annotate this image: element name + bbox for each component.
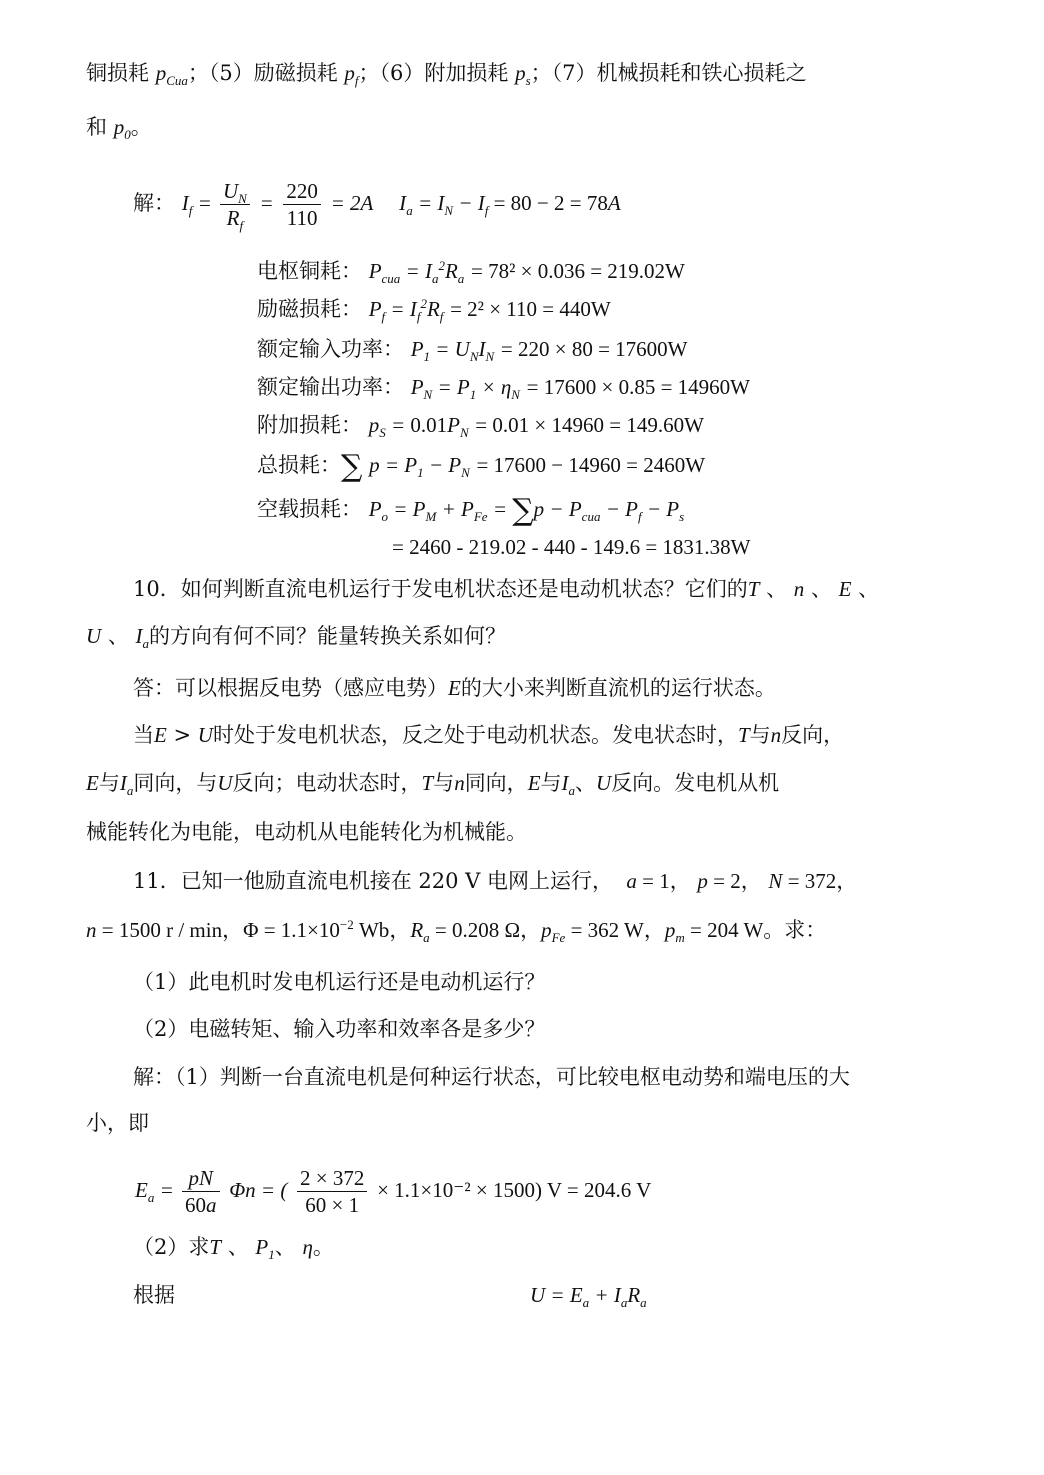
voltage-equation: $U = E_a + I_aR_a$ xyxy=(530,1283,647,1311)
question-11: 11．已知一他励直流电机接在 220 V 电网上运行， a = 1， p = 2， N = 372， xyxy=(133,869,858,893)
no-load-loss-result: = 2460 - 219.02 - 440 - 149.6 = 1831.38W xyxy=(392,535,751,559)
solution-11-part2: （2）求T 、 $P_1$、 η。 xyxy=(133,1235,334,1263)
solution-11-a: 解：（1）判断一台直流电机是何种运行状态，可比较电枢电动势和端电压的大 xyxy=(133,1065,850,1089)
rated-input-power: 额定输入功率： $P_1 = U_NI_N = 220 \times 80 = 17600W$ xyxy=(257,337,688,365)
question-11-params: n = 1500 r / min，$\Phi = 1.1\times 10^{-2}$ Wb，$R_a = 0.208$ Ω，$p_{Fe} = 362$ W，$p_m = 204$ W。求： xyxy=(86,917,827,946)
excitation-loss: 励磁损耗： $P_f = I_f^2R_f = 2^2 \times 110 = 440W$ xyxy=(257,296,611,325)
emf-formula: $E_a$ = $\frac{pN}{60a}$ Φn = ( $\frac{2 \times 372}{60 \times 1}$ × 1.1×10⁻² × 1500) V = 204.6 V xyxy=(135,1166,652,1217)
question-10-cont: U 、 $I_a$的方向有何不同？能量转换关系如何？ xyxy=(86,624,507,652)
additional-loss: 附加损耗： $p_S = 0.01P_N = 0.01 \times 14960 = 149.60W$ xyxy=(257,413,704,441)
solution-current-formula: 解： $I_f$ = $\frac{U_N}{R_f}$ = $\frac{220}{110}$ = 2A $I_a = I_N - I_f = 80 - 2 = 78A$ xyxy=(133,179,621,234)
armature-copper-loss: 电枢铜耗： $P_{cua} = I_a^2R_a = 78^2 \times 0.036 = 219.02W$ xyxy=(257,258,685,287)
total-loss: 总损耗：∑ $p = P_1 - P_N = 17600 - 14960 = 2460W$ xyxy=(257,449,706,484)
question-11-part1: （1）此电机时发电机运行还是电动机运行？ xyxy=(133,970,546,994)
line-losses-list-end: 和 $p_0$。 xyxy=(86,115,152,143)
question-10: 10．如何判断直流电机运行于发电机状态还是电动机状态？它们的T 、 n 、 E 、 xyxy=(133,577,880,601)
line-losses-list: 铜损耗 $p_{Cua}$；（5）励磁损耗 $p_f$；（6）附加损耗 $p_s$；（7）机械损耗和铁心损耗之 xyxy=(86,61,807,89)
no-load-loss: 空载损耗： $P_o = P_M + P_{Fe} = \sum p - P_{cua} - P_f - P_s$ xyxy=(257,493,685,528)
answer-10-p2: E与$I_a$同向，与U反向；电动状态时，T与n同向，E与$I_a$、U反向。发电机从机 xyxy=(86,771,780,799)
solution-11-b: 小，即 xyxy=(86,1111,149,1135)
answer-10-p3: 械能转化为电能，电动机从电能转化为机械能。 xyxy=(86,820,527,844)
answer-10-p1: 当E > U时处于发电机状态，反之处于电动机状态。发电状态时，T与n反向， xyxy=(133,723,845,747)
answer-10: 答：可以根据反电势（感应电势）E的大小来判断直流机的运行状态。 xyxy=(133,676,776,700)
rated-output-power: 额定输出功率： $P_N = P_1 \times \eta_N = 17600 \times 0.85 = 14960W$ xyxy=(257,375,750,403)
basis-label: 根据 xyxy=(133,1283,175,1307)
question-11-part2: （2）电磁转矩、输入功率和效率各是多少？ xyxy=(133,1017,546,1041)
